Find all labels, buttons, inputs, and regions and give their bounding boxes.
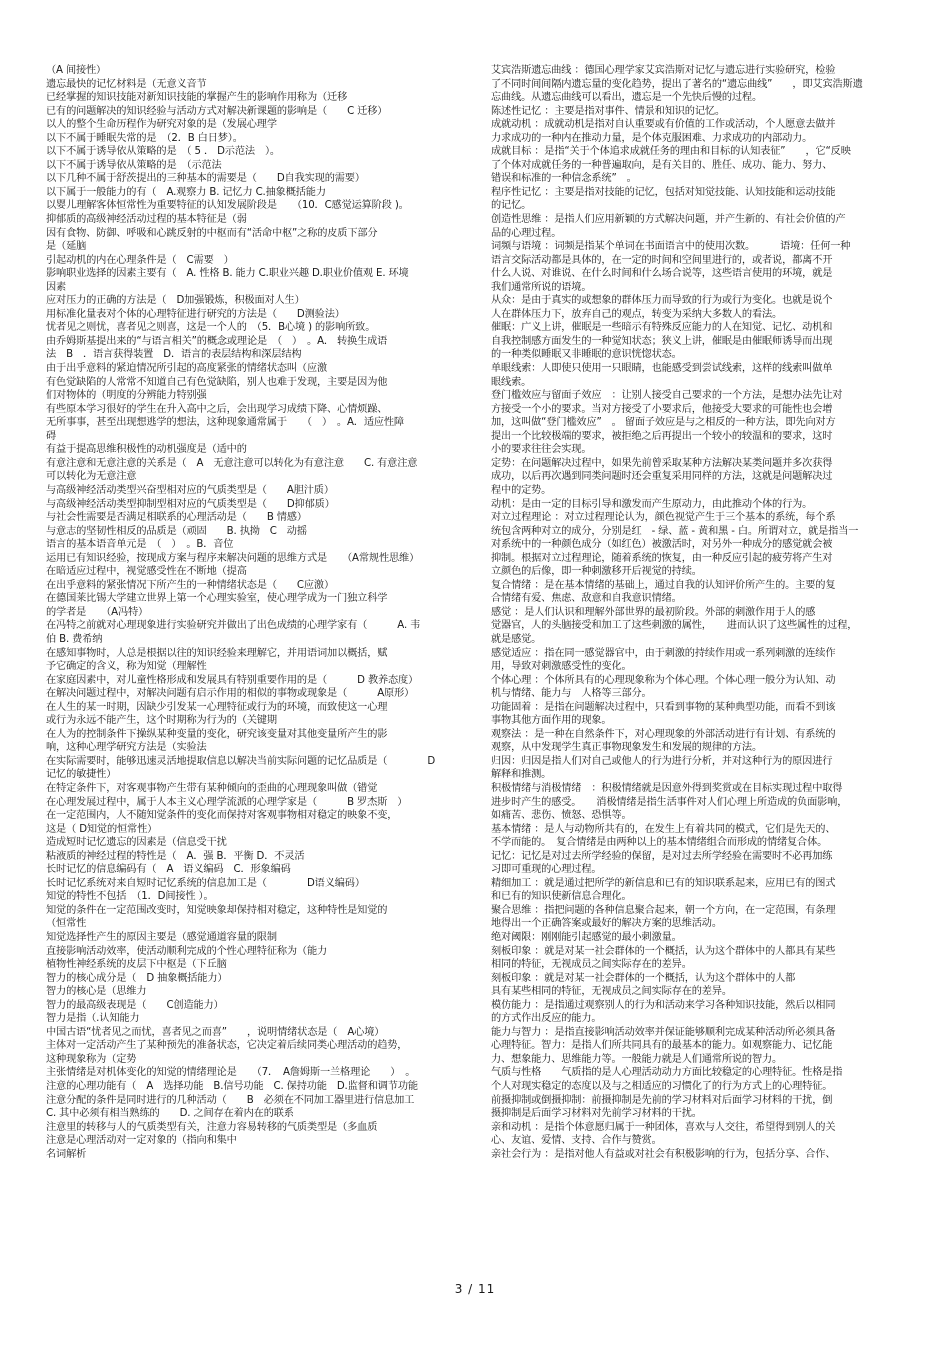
left-text-line: 在解决问题过程中，对解决问题有启示作用的相似的事物或现象是（ A原形） — [46, 688, 415, 700]
left-text-line: 长时记忆的信息编码有（ A 语义编码 C．形象编码 — [46, 864, 291, 876]
right-text-line: 的方式作出反应的能力。 — [491, 1013, 602, 1025]
left-text-line: 在人为的控制条件下操纵某种变量的变化，研究该变量对其他变量所产生的影 — [46, 728, 388, 740]
right-text-line: 抑制。根据对立过程理论，随着系统的恢复，由一种反应引起的疲劳将产生对 — [491, 552, 833, 564]
right-text-line: 错误和标准的一种信念系统” 。 — [491, 173, 637, 185]
right-text-line: 方接受一个小的要求。当对方接受了小要求后，他接受大要求的可能性也会增 — [491, 403, 833, 415]
right-text-line: 习即可重现的心理过程。 — [491, 864, 602, 876]
left-text-line: 智力的核心成分是（ D 抽象概括能力） — [46, 972, 228, 984]
left-text-line: 与高级神经活动类型兴奋型相对应的气质类型是（ A胆汁质） — [46, 484, 334, 496]
left-text-line: 注意分配的条件是同时进行的几种活动（ B 必须在不同加工器里进行信息加工 — [46, 1094, 415, 1106]
left-text-line: 语言的基本语音单元是 （ ） 。B．音位 — [46, 539, 234, 551]
left-text-line: 主张情绪是对机体变化的知觉的情绪理论是 （7． A詹姆斯一兰格理论 ） 。 — [46, 1067, 416, 1079]
right-text-line: 地得出一个正确答案或最好的解决方案的思维活动。 — [491, 918, 722, 930]
left-text-line: 伯 B. 费希纳 — [46, 633, 103, 645]
left-text-line: 以下几种不属于舒茨提出的三种基本的需要是（ D自我实现的需要） — [46, 173, 365, 185]
left-text-line: 在特定条件下，对客观事物产生带有某种倾向的歪曲的心理现象叫做（错觉 — [46, 782, 378, 794]
left-text-line: 以婴儿理解客体恒常性为重要特征的认知发展阶段是 （10．C感觉运算阶段 )。 — [46, 200, 409, 212]
left-text-line: 运用已有知识经验，按现成方案与程序来解决问题的思维方式是 （A常规性思维） — [46, 552, 420, 564]
left-text-line: 遗忘最快的记忆材料是（无意义音节 — [46, 78, 207, 90]
left-text-line: 智力是指（.认知能力 — [46, 1013, 140, 1025]
right-text-line: 亲社会行为 ：是指对他人有益或对社会有积极影响的行为，包括分享、合作、 — [491, 1148, 836, 1160]
right-text-line: 语言交际活动都是具体的，在一定的时间和空间里进行的，或者说，都离不开 — [491, 254, 833, 266]
right-text-line: 的一种类似睡眠又非睡眠的意识恍惚状态。 — [491, 349, 682, 361]
right-text-line: 小的要求往往会实现。 — [491, 444, 592, 456]
right-text-line: 定势：在问题解决过程中，如果先前曾采取某种方法解决某类问题并多次获得 — [491, 457, 833, 469]
left-text-line: 与意志的坚韧性相反的品质是（顽固 B. 执拗 C 动摇 — [46, 525, 307, 537]
right-text-line: 观察，从中发现学生真正事物现象发生和发展的规律的方法。 — [491, 742, 763, 754]
left-text-line: 在出乎意料的紧张情况下所产生的一种情绪状态是（ C应激） — [46, 579, 335, 591]
right-text-line: 积极情绪与消极情绪 ：积极情绪就是因意外得到奖赏或在目标实现过程中取得 — [491, 782, 843, 794]
left-text-line: 响，这种心理学研究方法是（实验法 — [46, 742, 207, 754]
left-text-line: 与社会性需要是否满足相联系的心理活动是（ B 情感） — [46, 512, 307, 524]
right-text-line: 力求成功的一种内在推动力量，是个体克服困难、力求成功的内部动力。 — [491, 132, 813, 144]
right-text-line: 前摄抑制或倒摄抑制：前摄抑制是先前的学习材料对后面学习材料的干扰，倒 — [491, 1094, 833, 1106]
left-text-line: 在德国莱比锡大学建立世界上第一个心理实验室，使心理学成为一门独立科学 — [46, 593, 388, 605]
left-column — [46, 64, 464, 1161]
right-text-line: 记忆：记忆是对过去所学经验的保留，是对过去所学经验在需要时不必再加练 — [491, 850, 833, 862]
left-text-line: 这是（ D知觉的恒常性） — [46, 823, 158, 835]
left-text-line: 注意里的转移与人的气质类型有关，注意力容易转移的气质类型是（多血质 — [46, 1121, 378, 1133]
left-text-line: 植物性神经系统的皮层下中枢是（下丘脑 — [46, 959, 227, 971]
left-text-line: （恒常性 — [46, 918, 87, 930]
left-text-line: 粘液质的神经过程的特性是（ A．强 B．平衡 D．不灵活 — [46, 850, 305, 862]
left-text-line: 中国古语“忧者见之而忧，喜者见之而喜” ，说明情绪状态是（ A心境） — [46, 1026, 385, 1038]
right-text-line: 功能固着 ：是指在问题解决过程中，只看到事物的某种典型功能，而看不到该 — [491, 701, 836, 713]
left-text-line: C. 其中必须有相当熟练的 D. 之间存在着内在的联系 — [46, 1108, 294, 1120]
right-text-line: 统包含两种对立的成分，分别是红 - 绿、蓝 - 黄和黑 - 白。所谓对立，就是指当一 — [491, 525, 859, 537]
right-text-line: 什么人说、对谁说、在什么时间和什么场合说等，这些语言使用的环境，就是 — [491, 268, 833, 280]
left-text-line: 在一定范围内，人不随知觉条件的变化而保持对客观事物相对稳定的映象不变， — [46, 810, 398, 822]
right-text-line: 成就目标 ：是指“关于个体追求成就任务的理由和目标的认知表征” ，它“反映 — [491, 146, 851, 158]
right-text-line: 心理特征。智力：是指人们所共同具有的最基本的能力。如观察能力、记忆能 — [491, 1040, 833, 1052]
right-text-line: 人在群体压力下，放弃自己的观点，转变为采纳大多数人的看法。 — [491, 308, 783, 320]
right-text-line: 相同的特征，无视成员之间实际存在的差异。 — [491, 959, 692, 971]
left-text-line: 以下不属于诱导依从策略的是 （ 5 ． D示范法 ）。 — [46, 146, 280, 158]
right-text-line: 就是感觉。 — [491, 633, 542, 645]
right-text-line: 成功，以后再次遇到同类问题时还会重复采用同样的方法，这就是问题解决过 — [491, 471, 833, 483]
left-text-line: 由于出乎意料的紧迫情况所引起的高度紧张的情绪状态叫（应激 — [46, 363, 328, 375]
right-text-line: 感觉适应 ：指在同一感觉器官中，由于刺激的持续作用或一系列刺激的连续作 — [491, 647, 836, 659]
left-text-line: 引起动机的内在心理条件是（ C需要 ） — [46, 254, 234, 266]
left-text-line: 有色觉缺陷的人常常不知道自己有色觉缺陷，别人也难于发现，主要是因为他 — [46, 376, 388, 388]
right-text-line: 气质与性格 气质指的是人心理活动动力方面比较稳定的心理特征。性格是指 — [491, 1067, 843, 1079]
right-text-line: 成就动机 ：成就动机是指对自认重要或有价值的工作或活动，个人愿意去做并 — [491, 119, 836, 131]
right-text-line: 用，导致对刺激感受性的变化。 — [491, 661, 632, 673]
left-text-line: 因素 — [46, 281, 67, 293]
left-text-line: 注意是心理活动对一定对象的（指向和集中 — [46, 1135, 237, 1147]
left-text-line: 在感知事物时，人总是根据以往的知识经验来理解它，并用语词加以概括，赋 — [46, 647, 388, 659]
right-text-line: 绝对阈限：刚刚能引起感觉的最小刺激量。 — [491, 932, 682, 943]
left-text-line: 无所事事，甚至出现想逃学的想法，这种现象通常属于 （ ） 。A．适应性障 — [46, 417, 404, 429]
right-text-line: 了个体对成就任务的一种普遍取向，是有关目的、胜任、成功、能力、努力、 — [491, 159, 833, 171]
right-text-line: 基本情绪 ：是人与动物所共有的，在发生上有着共同的模式，它们是先天的、 — [491, 823, 836, 835]
right-text-line: 从众：是由于真实的或想象的群体压力而导致的行为或行为变化。也就是说个 — [491, 295, 833, 307]
right-text-line: 具有某些相同的特征，无视成员之间实际存在的差异。 — [491, 986, 732, 998]
left-text-line: 们对物体的（明度的分辨能力特别强 — [46, 390, 207, 402]
right-text-line: 的记忆。 — [491, 200, 532, 212]
right-text-line: 精细加工 ：就是通过把所学的新信息和已有的知识联系起来，应用已有的图式 — [491, 877, 836, 889]
left-text-line: 应对压力的正确的方法是（ D加强锻炼，积极面对人生） — [46, 295, 305, 307]
left-text-line: 因有食物、防御、呼吸和心跳反射的中枢而有“活命中枢”之称的皮质下部分 — [46, 227, 378, 239]
left-text-line: 记忆的敏捷性） — [46, 769, 117, 781]
left-text-line: 注意的心理功能有（ A 选择功能 B.信号功能 C. 保持功能 D.监督和调节功能 — [46, 1081, 418, 1093]
right-text-line: 对立过程理论 ：对立过程理论认为，颜色视觉产生于三个基本的系统，每个系 — [491, 512, 836, 524]
left-text-line: 是（延脑 — [46, 241, 87, 253]
right-text-line: 动机：是由一定的目标引导和激发而产生原动力，由此推动个体的行为。 — [491, 498, 813, 510]
left-text-line: 以下不属于诱导依从策略的是 （示范法 — [46, 159, 222, 171]
left-text-line: 名词解析 — [46, 1148, 87, 1160]
left-text-line: 这种现象称为（定势 — [46, 1053, 137, 1065]
right-text-line: 模仿能力 ：是指通过观察别人的行为和活动来学习各种知识技能，然后以相同 — [491, 999, 836, 1011]
left-text-line: 忧者见之则忧，喜者见之则喜，这是一个人的 （5．B心境 ) 的影响所致。 — [46, 322, 376, 334]
left-text-line: 予它确定的含义，称为知觉（理解性 — [46, 661, 207, 673]
left-text-line: 知觉的特性不包括 （1．D间接性 ）。 — [46, 891, 214, 903]
right-text-line: 和已有的知识使新信息合理化。 — [491, 891, 632, 903]
right-text-line: 刻板印象 ：就是对某一社会群体的一个概括，认为这个群体中的人都 — [491, 972, 796, 984]
right-text-line: 如痛苦、悲伤、愤怒、恐惧等。 — [491, 810, 632, 822]
left-text-line: （A 间接性） — [46, 65, 107, 76]
right-text-line: 解释和推测。 — [491, 769, 552, 781]
left-text-line: 长时记忆系统对来自短时记忆系统的信息加工是（ D语义编码） — [46, 877, 365, 889]
left-text-line: 以下不属于睡眠失常的是 （2．B 白日梦）。 — [46, 132, 243, 144]
right-text-line: 我们通常所说的语境。 — [491, 281, 592, 293]
right-text-line: 觉器官，人的头脑接受和加工了这些刺激的属性， 进而认识了这些属性的过程， — [491, 620, 858, 632]
left-text-line: 有些原本学习很好的学生在升入高中之后，会出现学习成绩下降、心情烦躁、 — [46, 403, 388, 415]
left-text-line: 知觉选择性产生的原因主要是（感觉通道容量的限制 — [46, 932, 277, 943]
left-text-line: 在人生的某一时期，因缺少引发某一心理特征或行为的环境，而致使这一心理 — [46, 701, 388, 713]
right-text-line: 复合情绪 ：是在基本情绪的基础上，通过自我的认知评价所产生的。主要的复 — [491, 579, 836, 591]
left-text-line: 有益于提高思维积极性的动机强度是（适中的 — [46, 444, 247, 456]
right-text-line: 品的心理过程。 — [491, 227, 562, 239]
left-text-line: 与高级神经活动类型抑制型相对应的气质类型是（ D抑郁质） — [46, 498, 335, 510]
right-text-line: 对系统中的一种颜色成分（如红色）被激活时，对另外一种成分的感觉就会被 — [491, 539, 833, 551]
left-text-line: 的学者是 （A冯特） — [46, 606, 149, 618]
left-text-line: 在心理发展过程中，属于人本主义心理学流派的心理学家是（ B 罗杰斯 ） — [46, 796, 408, 808]
right-text-line: 了不同时间间隔内遗忘量的变化趋势，提出了著名的“遗忘曲线” ，即艾宾浩斯遗 — [491, 78, 863, 90]
left-text-line: 主体对一定活动产生了某种预先的准备状态，它决定着后续同类心理活动的趋势， — [46, 1040, 408, 1052]
right-text-line: 加，这叫做“登门槛效应” 。 留面子效应是与之相反的一种方法，即先向对方 — [491, 417, 836, 429]
left-text-line: 已有的问题解决的知识经验与活动方式对解决新课题的影响是（ C 迁移） — [46, 105, 388, 117]
right-text-line: 刻板印象 ：就是对某一社会群体的一个概括，认为这个群体中的人都具有某些 — [491, 945, 836, 957]
page-number: 3 / 11 — [454, 1282, 496, 1296]
right-text-line: 不学而能的。 复合情绪是由两种以上的基本情绪组合而形成的情绪复合体。 — [491, 837, 828, 849]
right-text-line: 艾宾浩斯遗忘曲线 ：德国心理学家艾宾浩斯对记忆与遗忘进行实验研究，检验 — [491, 65, 836, 76]
right-text-line: 程中的定势。 — [491, 484, 552, 496]
right-text-line: 程序性记忆 ：主要是指对技能的记忆，包括对知觉技能、认知技能和运动技能 — [491, 186, 836, 198]
left-text-line: 智力的最高级表现是（ C创造能力） — [46, 999, 224, 1011]
left-text-line: 由乔姆斯基提出来的“与语言相关”的概念或理论是 （ ） 。A． 转换生成语 — [46, 335, 388, 347]
right-text-line: 观察法 ：是一种在自然条件下，对心理现象的外部活动进行有计划、有系统的 — [491, 728, 836, 740]
left-text-line: 在实际需要时，能够迅速灵活地提取信息以解决当前实际问题的记忆品质是（ D — [46, 755, 436, 767]
left-text-line: 造成短时记忆遗忘的因素是（信息受干扰 — [46, 837, 227, 849]
right-text-line: 提出一个比较极端的要求，被拒绝之后再提出一个较小的较温和的要求，这时 — [491, 430, 833, 442]
left-text-line: 直接影响活动效率，使活动顺利完成的个性心理特征称为（能力 — [46, 945, 328, 957]
right-text-line: 创造性思维 ：是指人们应用新颖的方式解决问题，并产生新的、有社会价值的产 — [491, 214, 846, 226]
right-text-line: 自我控制感方面发生的一种觉知状态；狭义上讲，催眠是由催眠师诱导而出现 — [491, 335, 833, 347]
right-text-line: 合情绪有爱、焦虑、敌意和自我意识情绪。 — [491, 593, 682, 605]
right-text-line: 眼线索。 — [491, 376, 532, 388]
right-text-line: 催眠：广义上讲，催眠是一些暗示有特殊反应能力的人在知觉、记忆、动机和 — [491, 322, 833, 334]
right-text-line: 单眼线索：人即使只使用一只眼睛，也能感受到尝试线索，这样的线索叫做单 — [491, 363, 833, 375]
left-text-line: 以下属于一般能力的有（ A.观察力 B. 记忆力 C.抽象概括能力 — [46, 186, 326, 198]
right-text-line: 立颜色的后像，即一种刺激移开后视觉的持续。 — [491, 566, 702, 578]
left-text-line: 抑郁质的高级神经活动过程的基本特征是（弱 — [46, 214, 247, 226]
right-text-line: 力、想象能力、思维能力等。一般能力就是人们通常所说的智力。 — [491, 1053, 783, 1065]
right-text-line: 个人对现实稳定的态度以及与之相适应的习惯化了的行为方式上的心理特征。 — [491, 1081, 833, 1093]
left-text-line: 智力的核心是（思维力 — [46, 986, 147, 998]
left-text-line: 可以转化为无意注意 — [46, 471, 137, 483]
left-text-line: 以人的整个生命历程作为研究对象的是（发展心理学 — [46, 119, 277, 131]
left-text-line: 在暗适应过程中，视觉感受性在不断地（提高 — [46, 566, 247, 578]
right-text-line: 词频与语境 ：词频是指某个单词在书面语言中的使用次数。 语境：任何一种 — [491, 241, 851, 253]
left-text-line: 在冯特之前就对心理现象进行实验研究并做出了出色成绩的心理学家有（ A. 韦 — [46, 620, 421, 632]
right-text-line: 忘曲线。从遗忘曲线可以看出，遗忘是一个先快后慢的过程。 — [491, 92, 763, 104]
right-text-line: 进步时产生的感受。 消极情绪是指生活事件对人们心理上所造成的负面影响， — [491, 796, 848, 808]
right-text-line: 机与情绪、能力与 人格等三部分。 — [491, 688, 652, 700]
right-text-line: 归因：归因是指人们对自己或他人的行为进行分析，并对这种行为的原因进行 — [491, 755, 833, 767]
right-text-line: 个体心理 ：个体所具有的心理现象称为个体心理。个体心理一般分为认知、动 — [491, 674, 836, 686]
right-text-line: 登门槛效应与留面子效应 ：让别人接受自己要求的一个方法，是想办法先让对 — [491, 390, 843, 402]
left-text-line: 知觉的条件在一定范围改变时，知觉映象却保持相对稳定，这种特性是知觉的 — [46, 904, 388, 916]
right-text-line: 感觉 ：是人们认识和理解外部世界的最初阶段。外部的刺激作用于人的感 — [491, 606, 816, 618]
left-text-line: 用标准化量表对个体的心理特征进行研究的方法是（ D测验法） — [46, 308, 345, 320]
right-text-line: 摄抑制是后面学习材料对先前学习材料的干扰。 — [491, 1108, 702, 1120]
right-text-line: 能力与智力 ：是指直接影响活动效率并保证能够顺利完成某种活动所必须具备 — [491, 1026, 836, 1038]
left-text-line: 或行为永远不能产生，这个时期称为行为的（关键期 — [46, 715, 277, 727]
left-text-line: 影响职业选择的因素主要有（ A. 性格 B. 能力 C.职业兴趣 D.职业价值观 E. 环境 — [46, 268, 409, 280]
right-text-line: 亲和动机 ：是指个体意愿归属于一种团体，喜欢与人交往，希望得到别人的关 — [491, 1121, 836, 1133]
right-column — [491, 64, 907, 1161]
left-text-line: 碍 — [46, 430, 57, 442]
right-text-line: 事物其他方面作用的现象。 — [491, 715, 612, 727]
left-text-line: 有意注意和无意注意的关系是（ A 无意注意可以转化为有意注意 C. 有意注意 — [46, 457, 418, 469]
left-text-line: 法 B ．语言获得装置 D．语言的表层结构和深层结构 — [46, 349, 302, 361]
right-text-line: 心、友谊、爱情、支持、合作与赞赏。 — [491, 1135, 662, 1147]
left-text-line: 已经掌握的知识技能对新知识技能的掌握产生的影响作用称为（迁移 — [46, 92, 348, 104]
right-text-line: 陈述性记忆 ：主要是指对事件、情景和知识的记忆。 — [491, 105, 725, 117]
right-text-line: 聚合思维 ：指把问题的各种信息聚合起来，朝一个方向，在一定范围，有条理 — [491, 904, 836, 916]
left-text-line: 在家庭因素中，对儿童性格形成和发展具有特别重要作用的是（ D 教养态度） — [46, 674, 419, 686]
